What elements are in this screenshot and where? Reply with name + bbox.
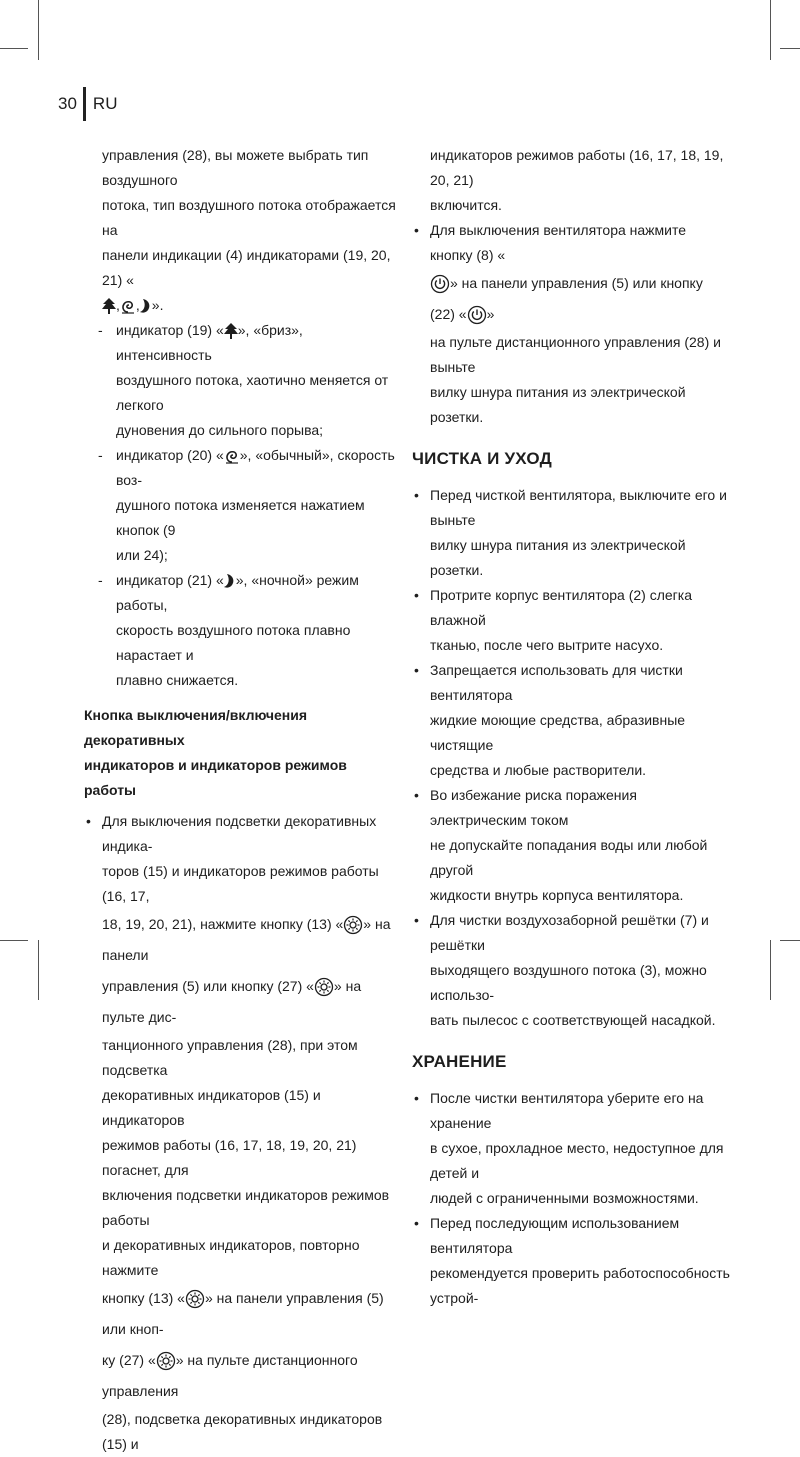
- list-item: [98, 318, 402, 443]
- text: » на панели управления (5) или кнопку (22) «: [430, 275, 703, 322]
- text-line: не допускайте попадания воды или любой другой: [430, 837, 708, 878]
- text-line: плавно снижается.: [116, 672, 239, 688]
- text-line: • Протрите корпус вентилятора (2) слегка влажной: [430, 587, 693, 628]
- text-line: [116, 443, 402, 493]
- crop-mark: [38, 0, 39, 60]
- separator: ,: [116, 297, 120, 313]
- text-line: управления (28), вы можете выбрать тип воздушного: [102, 147, 369, 188]
- left-column: [84, 143, 402, 1457]
- text-line: или 24);: [116, 547, 168, 563]
- list-item: [98, 443, 402, 568]
- text-line: дуновения до сильного порыва;: [116, 422, 324, 438]
- light-button-icon: [343, 915, 363, 935]
- light-button-icon: [185, 1289, 205, 1309]
- text-line: режимов работы (16, 17, 18, 19, 20, 21) погаснет, для: [102, 1137, 357, 1178]
- continued-paragraph: [412, 143, 730, 218]
- text-line: [102, 1345, 402, 1407]
- text-line: рекомендуется проверить работоспособность устрой-: [430, 1265, 730, 1306]
- text-line: вилку шнура питания из электрической розетки.: [430, 537, 686, 578]
- crop-mark: [38, 940, 39, 1000]
- text: »: [486, 306, 495, 322]
- text-line: индикаторов режимов работы (16, 17, 18, 19, 20, 21): [430, 147, 724, 188]
- text: » на панели: [102, 916, 391, 963]
- page-header: [58, 92, 117, 116]
- list-item: [412, 218, 730, 430]
- list-item: [412, 908, 730, 1033]
- text: », «обычный», скорость воз-: [116, 447, 395, 488]
- section-heading-cleaning: ЧИСТКА И УХОД: [412, 449, 552, 468]
- tree-icon: [102, 298, 116, 314]
- text-line: душного потока изменяется нажатием кнопок (9: [116, 497, 365, 538]
- text-line: [102, 293, 402, 318]
- separator: ,: [135, 297, 140, 313]
- text-line: • Для выключения вентилятора нажмите кнопку (8) «: [430, 222, 687, 263]
- language-code: RU: [92, 94, 118, 113]
- right-column: [412, 143, 730, 1311]
- crop-mark: [0, 48, 28, 49]
- text-line: вать пылесос с соответствующей насадкой.: [430, 1012, 716, 1028]
- list-item: [412, 658, 730, 783]
- text-line: средства и любые растворители.: [430, 762, 647, 778]
- text-line: [102, 971, 402, 1033]
- text-line: [102, 1283, 402, 1345]
- text-line: Кнопка выключения/включения декоративных: [84, 707, 308, 748]
- text-line: в сухое, прохладное место, недоступное для детей и: [430, 1140, 724, 1181]
- swirl-icon: [120, 298, 136, 314]
- intro-paragraph: [84, 143, 402, 318]
- crop-mark: [780, 940, 800, 941]
- text-line: танционного управления (28), при этом подсветка: [102, 1037, 358, 1078]
- moon-icon: [224, 573, 236, 589]
- text: », «бриз», интенсивность: [116, 322, 303, 363]
- text: » на пульте дистанционного управления: [102, 1352, 358, 1399]
- text: » на панели управления (5) или кноп-: [102, 1290, 384, 1337]
- crop-mark: [770, 940, 771, 1000]
- text-line: • После чистки вентилятора уберите его на хранение: [430, 1090, 704, 1131]
- text-line: воздушного потока, хаотично меняется от легкого: [116, 372, 389, 413]
- tree-icon: [224, 323, 238, 339]
- text-line: • Во избежание риска поражения электрическим током: [430, 787, 637, 828]
- text: ку (27) «: [102, 1352, 156, 1368]
- text-line: индикаторов и индикаторов режимов работы: [84, 757, 347, 798]
- list-item: [412, 1086, 730, 1211]
- text-line: торов (15) и индикаторов режимов работы (16, 17,: [102, 863, 379, 904]
- text-line: (28), подсветка декоративных индикаторов (15) и: [102, 1411, 383, 1452]
- text: 18, 19, 20, 21), нажмите кнопку (13) «: [102, 916, 344, 932]
- text-line: • Перед чисткой вентилятора, выключите его и выньте: [430, 487, 727, 528]
- text-line: жидкие моющие средства, абразивные чистящие: [430, 712, 686, 753]
- text-line: • Для выключения подсветки декоративных индика-: [102, 813, 377, 854]
- crop-mark: [0, 940, 28, 941]
- text: индикатор (21) «: [116, 572, 224, 588]
- text-line: [116, 568, 402, 618]
- text-line: и декоративных индикаторов, повторно нажмите: [102, 1237, 360, 1278]
- crop-mark: [770, 0, 771, 60]
- text-line: на пульте дистанционного управления (28) и выньте: [430, 334, 721, 375]
- text-line: [116, 318, 402, 368]
- text-line: включится.: [430, 197, 502, 213]
- header-divider: [83, 87, 86, 121]
- text-line: жидкости внутрь корпуса вентилятора.: [430, 887, 684, 903]
- text: кнопку (13) «: [102, 1290, 185, 1306]
- text-line: выходящего воздушного потока (3), можно использо-: [430, 962, 707, 1003]
- text: », «ночной» режим работы,: [116, 572, 359, 613]
- page-number: 30: [58, 94, 77, 113]
- light-button-icon: [156, 1351, 176, 1371]
- text-line: вилку шнура питания из электрической розетки.: [430, 384, 686, 425]
- text-line: потока, тип воздушного потока отображается на: [102, 197, 396, 238]
- text-line: [430, 268, 730, 330]
- text-line: • Для чистки воздухозаборной решётки (7) и решётки: [430, 912, 709, 953]
- power-button-icon: [430, 274, 450, 294]
- text: индикатор (19) «: [116, 322, 224, 338]
- power-button-icon: [467, 305, 487, 325]
- crop-mark: [780, 48, 800, 49]
- list-item: [412, 483, 730, 583]
- text-line: тканью, после чего вытрите насухо.: [430, 637, 664, 653]
- list-item: [412, 583, 730, 658]
- text: » на пульте дис-: [102, 978, 362, 1025]
- text-line: скорость воздушного потока плавно нарастает и: [116, 622, 351, 663]
- text: управления (5) или кнопку (27) «: [102, 978, 314, 994]
- swirl-icon: [224, 448, 240, 464]
- moon-icon: [140, 298, 152, 314]
- list-item: [84, 809, 402, 1457]
- list-item: [98, 568, 402, 693]
- subheading: [84, 703, 402, 803]
- text-line: людей с ограниченными возможностями.: [430, 1190, 699, 1206]
- section-heading-storage: ХРАНЕНИЕ: [412, 1052, 507, 1071]
- text-line: [102, 909, 402, 971]
- text-line: включения подсветки индикаторов режимов работы: [102, 1187, 390, 1228]
- light-button-icon: [314, 977, 334, 997]
- text-line: панели индикации (4) индикаторами (19, 20, 21) «: [102, 247, 391, 288]
- list-item: [412, 1211, 730, 1311]
- text: индикатор (20) «: [116, 447, 224, 463]
- list-item: [412, 783, 730, 908]
- text-line: • Запрещается использовать для чистки вентилятора: [430, 662, 683, 703]
- text-line: • Перед последующим использованием вентилятора: [430, 1215, 680, 1256]
- text-line: декоративных индикаторов (15) и индикаторов: [102, 1087, 321, 1128]
- text: ».: [151, 297, 164, 313]
